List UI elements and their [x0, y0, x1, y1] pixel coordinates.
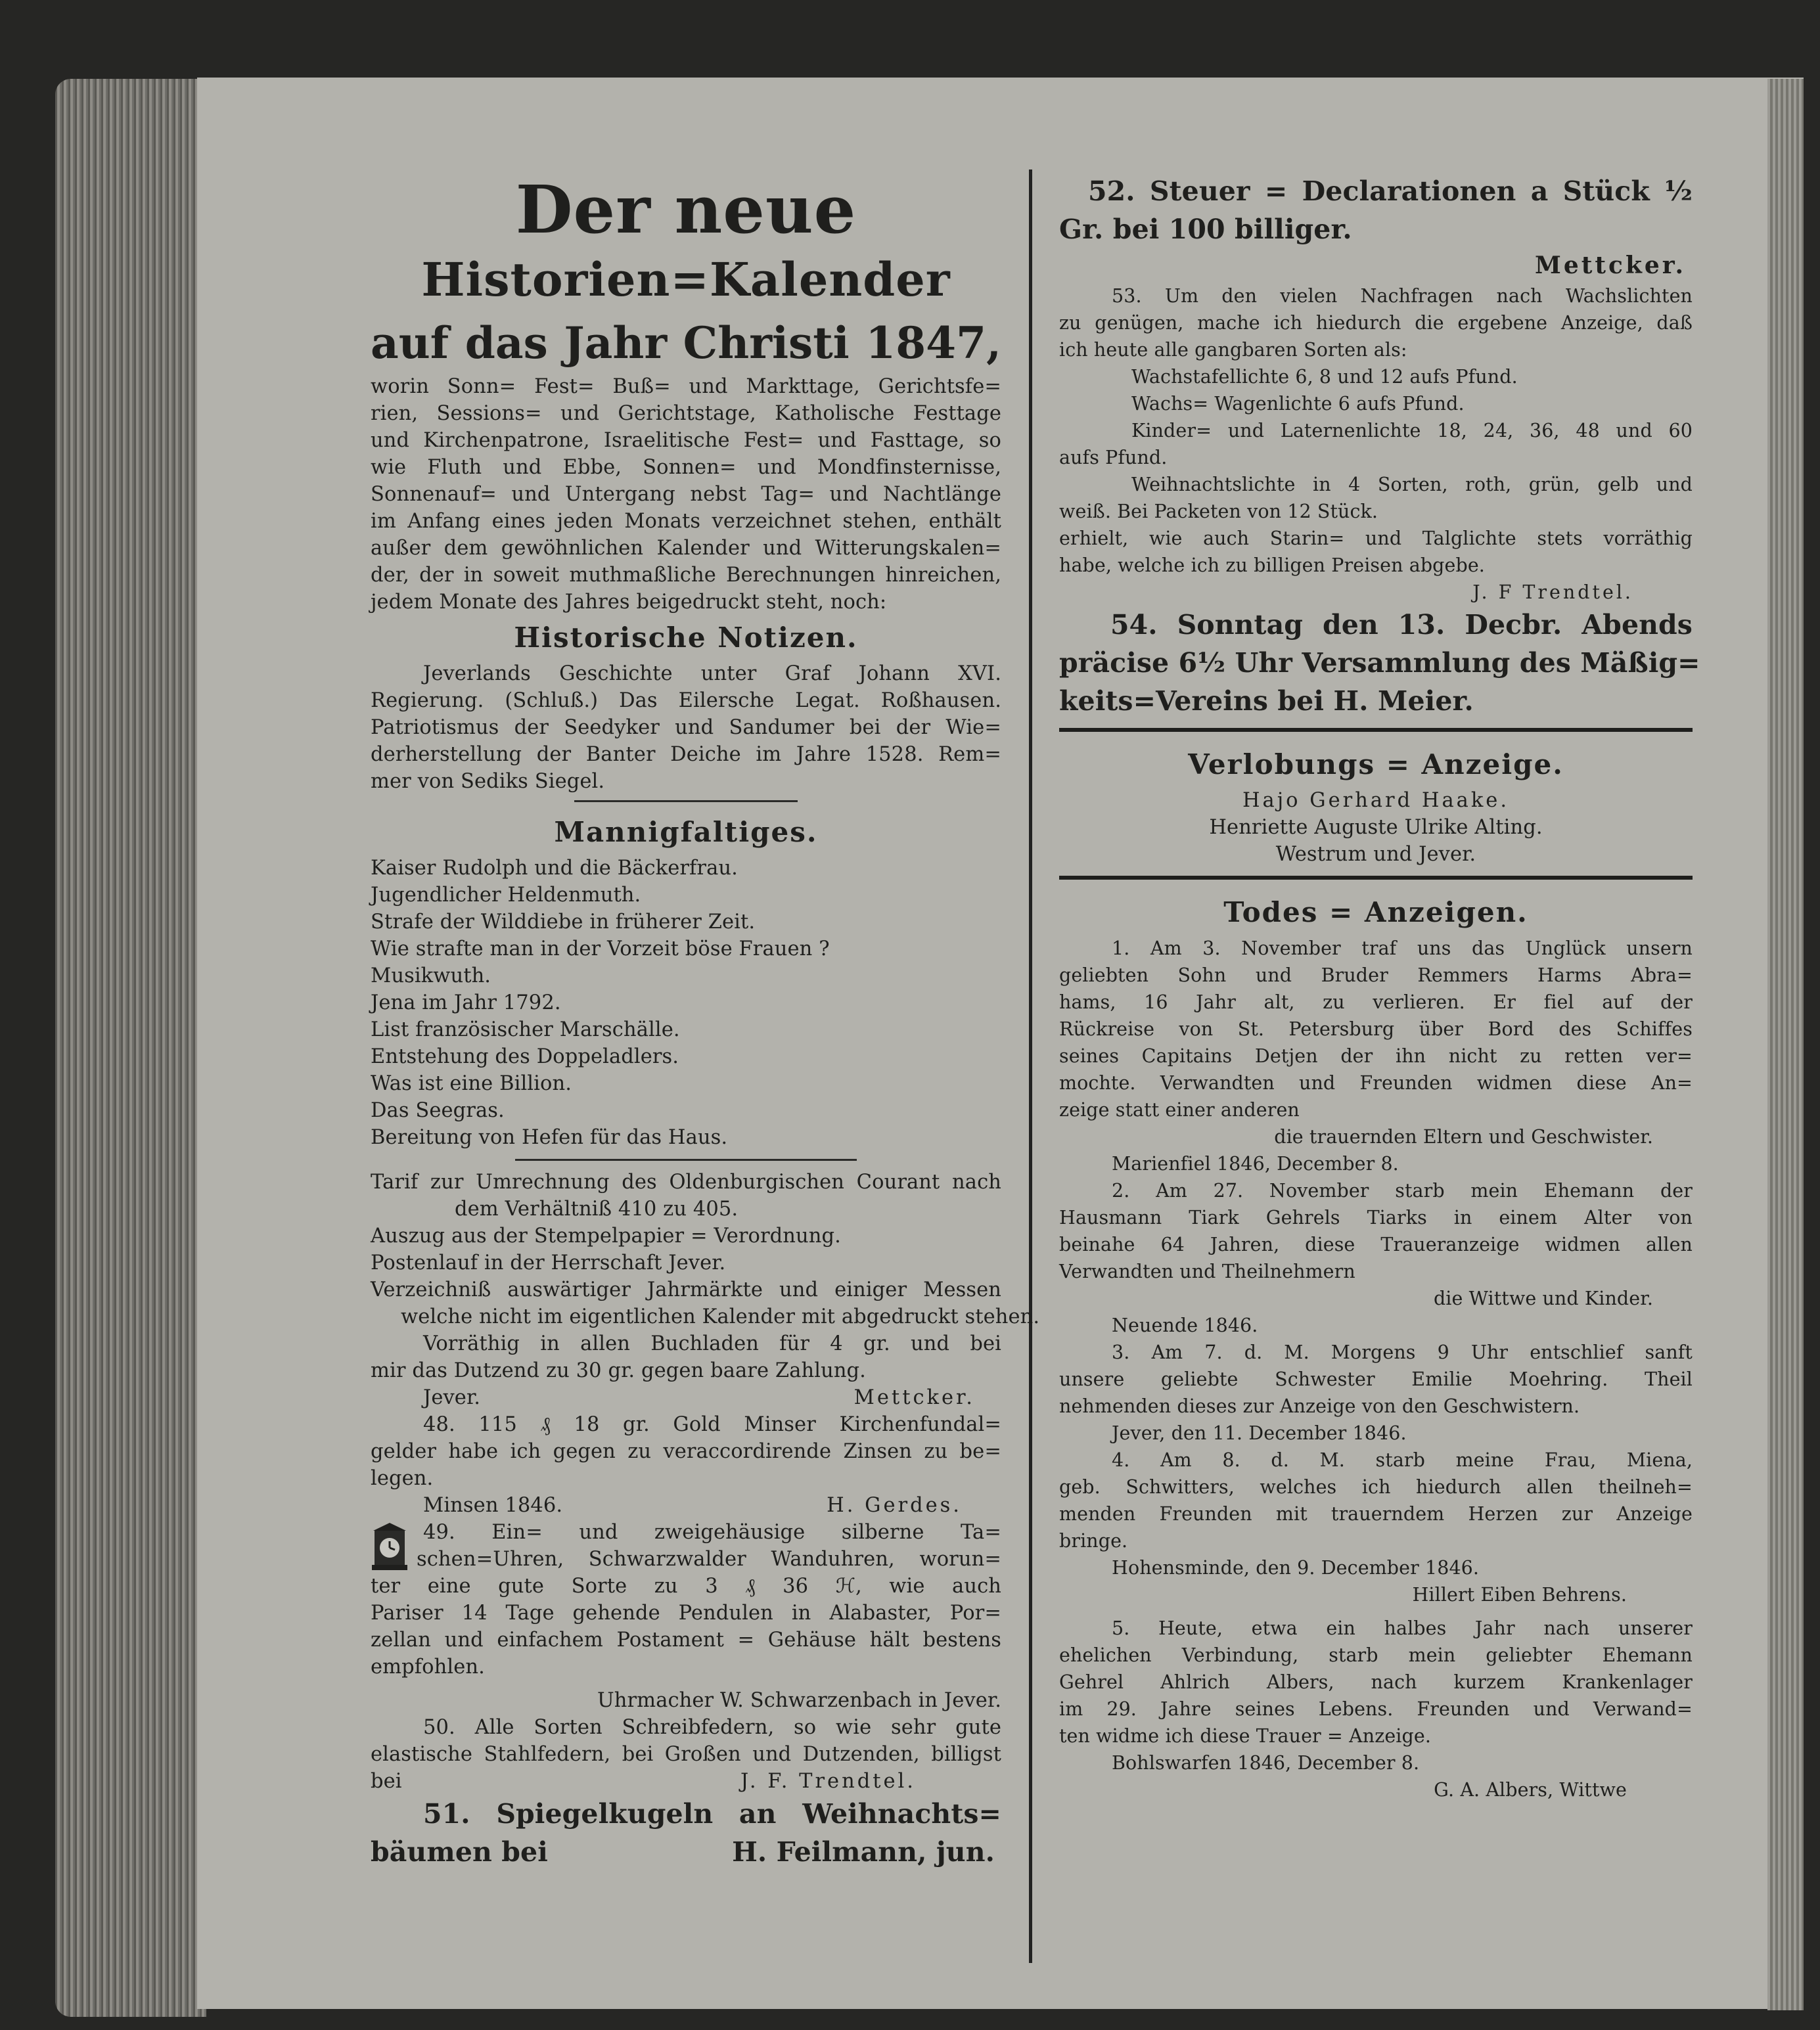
signature-name: die trauernden Eltern und Geschwister. — [1274, 1126, 1653, 1148]
left-column — [371, 171, 1040, 1871]
place-name: Jever. — [423, 1386, 481, 1409]
clock-icon — [371, 1522, 409, 1571]
place-name: Minsen 1846. — [423, 1494, 563, 1517]
notice-49-line: ter eine gute Sorte zu 3 ₰ 36 ℋ, wie auch — [371, 1575, 1001, 1598]
right-column — [1059, 172, 1700, 1803]
candle-item: Wachstafellichte 6, 8 und 12 aufs Pfund. — [1131, 366, 1518, 388]
miscellany-item: Strafe der Wilddiebe in früherer Zeit. — [371, 911, 756, 934]
place-date: Hohensminde, den 9. December 1846. — [1112, 1557, 1480, 1579]
death-notice-3-line: 3. Am 7. d. M. Morgens 9 Uhr entschlief sanft — [1112, 1342, 1693, 1363]
death-notice-4-line: bringe. — [1059, 1530, 1128, 1552]
sale-line: Vorräthig in allen Buchladen für 4 gr. und bei — [423, 1332, 1001, 1355]
signature-row — [371, 1768, 1001, 1795]
death-notice-5-line: ehelichen Verbindung, starb mein geliebter Ehemann — [1059, 1644, 1693, 1666]
notice-54-line: 54. Sonntag den 13. Decbr. Abends — [1110, 609, 1693, 641]
signature-name: Uhrmacher W. Schwarzenbach in Jever. — [597, 1689, 1001, 1712]
notice-48-line: 48. 115 ₰ 18 gr. Gold Minser Kirchenfundal= — [423, 1413, 1001, 1436]
death-notice-1-line: 1. Am 3. November traf uns das Unglück unsern — [1112, 937, 1693, 959]
notice-53-line: habe, welche ich zu billigen Preisen abgebe. — [1059, 554, 1485, 576]
column-divider — [1029, 169, 1032, 1963]
miscellany-item: Kaiser Rudolph und die Bäckerfrau. — [371, 857, 738, 880]
candle-item: aufs Pfund. — [1059, 447, 1168, 468]
candle-item: Wachs= Wagenlichte 6 aufs Pfund. — [1131, 393, 1465, 415]
contents-line: Auszug aus der Stempelpapier = Verordnung. — [371, 1225, 841, 1248]
intro-line: außer dem gewöhnlichen Kalender und Witterungskalen= — [371, 537, 1001, 560]
contents-line: dem Verhältniß 410 zu 405. — [455, 1198, 739, 1221]
calendar-title-line-3: auf das Jahr Christi 1847, — [371, 317, 1001, 369]
place-date: Marienfiel 1846, December 8. — [1112, 1153, 1399, 1175]
notice-51-text: bäumen bei — [371, 1836, 548, 1868]
signature-name: J. F. Trendtel. — [740, 1770, 916, 1793]
death-notice-1-line: Rückreise von St. Petersburg über Bord des Schiffes — [1059, 1018, 1693, 1040]
notice-49-line: zellan und einfachem Postament = Gehäuse hält bestens — [371, 1629, 1001, 1652]
death-notice-2-line: Verwandten und Theilnehmern — [1059, 1261, 1355, 1282]
intro-line: im Anfang eines jeden Monats verzeichnet stehen, enthält — [371, 510, 1001, 533]
notice-54-line: keits=Vereins bei H. Meier. — [1059, 685, 1474, 717]
intro-line: worin Sonn= Fest= Buß= und Markttage, Gerichtsfe= — [371, 375, 1001, 398]
notice-50-line: elastische Stahlfedern, bei Großen und Dutzenden, billigst — [371, 1743, 1001, 1766]
historical-note-line: Patriotismus der Seedyker und Sandumer bei der Wie= — [371, 716, 1001, 739]
notice-48-line: legen. — [371, 1467, 434, 1490]
signature-name: Mettcker. — [853, 1386, 975, 1409]
engagement-line: Henriette Auguste Ulrike Alting. — [1209, 816, 1543, 839]
section-divider — [1059, 728, 1693, 732]
intro-line: jedem Monate des Jahres beigedruckt steht, noch: — [371, 591, 887, 614]
notice-49-line: 49. Ein= und zweigehäusige silberne Ta= — [423, 1521, 1001, 1544]
miscellany-item: List französischer Marschälle. — [371, 1018, 680, 1041]
notice-50-line: 50. Alle Sorten Schreibfedern, so wie sehr gute — [423, 1716, 1001, 1739]
signature-name: H. Gerdes. — [827, 1494, 962, 1517]
notice-51-line: 51. Spiegelkugeln an Weihnachts= — [423, 1798, 1001, 1830]
notice-49-line: Pariser 14 Tage gehende Pendulen in Alabaster, Por= — [371, 1602, 1001, 1625]
intro-line: wie Fluth und Ebbe, Sonnen= und Mondfinsternisse, — [371, 456, 1001, 479]
death-notice-5-line: ten widme ich diese Trauer = Anzeige. — [1059, 1725, 1431, 1747]
calendar-title-line-2: Historien=Kalender — [421, 252, 951, 307]
death-notice-1-line: hams, 16 Jahr alt, zu verlieren. Er fiel auf der — [1059, 991, 1693, 1013]
notice-54-line: präcise 6½ Uhr Versammlung des Mäßig= — [1059, 647, 1700, 679]
notice-53-line: ich heute alle gangbaren Sorten als: — [1059, 339, 1407, 361]
calendar-title-line-1: Der neue — [515, 171, 857, 248]
miscellany-heading: Mannigfaltiges. — [554, 816, 818, 848]
death-notice-1-line: geliebten Sohn und Bruder Remmers Harms Abra= — [1059, 964, 1693, 986]
signature-name: H. Feilmann, jun. — [732, 1836, 995, 1868]
signature-name: Hillert Eiben Behrens. — [1412, 1584, 1627, 1606]
contents-line: welche nicht im eigentlichen Kalender mit abgedruckt stehen. — [401, 1305, 1040, 1328]
notice-53-line: 53. Um den vielen Nachfragen nach Wachslichten — [1112, 285, 1693, 307]
death-notice-1-line: zeige statt einer anderen — [1059, 1099, 1300, 1121]
section-divider — [574, 800, 798, 802]
intro-line: der, der in soweit muthmaßliche Berechnungen hinreichen, — [371, 564, 1001, 587]
miscellany-item: Das Seegras. — [371, 1099, 505, 1122]
place-date: Jever, den 11. December 1846. — [1112, 1422, 1407, 1444]
candle-item: weiß. Bei Packeten von 12 Stück. — [1059, 501, 1378, 522]
notice-52-line: 52. Steuer = Declarationen a Stück ½ — [1088, 175, 1693, 207]
candle-item: Kinder= und Laternenlichte 18, 24, 36, 48 und 60 — [1131, 420, 1693, 441]
death-notice-4-line: geb. Schwitters, welches ich hiedurch allen theilneh= — [1059, 1476, 1693, 1498]
historical-notes-heading: Historische Notizen. — [514, 621, 858, 654]
engagement-line: Hajo Gerhard Haake. — [1242, 789, 1510, 812]
miscellany-item: Was ist eine Billion. — [371, 1072, 572, 1095]
place-date: Neuende 1846. — [1112, 1315, 1258, 1336]
engagement-line: Westrum und Jever. — [1275, 843, 1476, 866]
death-notice-3-line: nehmenden dieses zur Anzeige von den Geschwistern. — [1059, 1395, 1580, 1417]
place-date: Bohlswarfen 1846, December 8. — [1112, 1752, 1420, 1774]
signature-row — [371, 1492, 1001, 1519]
signature-name: G. A. Albers, Wittwe — [1434, 1779, 1627, 1801]
notice-49 — [371, 1519, 1001, 1573]
candle-item: Weihnachtslichte in 4 Sorten, roth, grün, gelb und — [1131, 474, 1693, 495]
death-notice-4-line: menden Freunden mit trauerndem Herzen zur Anzeige — [1059, 1503, 1693, 1525]
notice-48-line: gelder habe ich gegen zu veraccordirende Zinsen zu be= — [371, 1440, 1001, 1463]
contents-line: Tarif zur Umrechnung des Oldenburgischen Courant nach — [371, 1171, 1001, 1194]
death-notice-2-line: beinahe 64 Jahren, diese Traueranzeige widmen allen — [1059, 1234, 1693, 1255]
sale-line: mir das Dutzend zu 30 gr. gegen baare Zahlung. — [371, 1359, 866, 1382]
intro-line: Sonnenauf= und Untergang nebst Tag= und Nachtlänge — [371, 483, 1001, 506]
notice-49-line: schen=Uhren, Schwarzwalder Wanduhren, worun= — [417, 1548, 1001, 1571]
contents-line: Postenlauf in der Herrschaft Jever. — [371, 1252, 726, 1274]
notice-51-line — [371, 1833, 1001, 1871]
historical-note-line: mer von Sediks Siegel. — [371, 770, 605, 793]
miscellany-item: Entstehung des Doppeladlers. — [371, 1045, 679, 1068]
miscellany-item: Bereitung von Hefen für das Haus. — [371, 1126, 728, 1149]
miscellany-item: Jugendlicher Heldenmuth. — [371, 884, 641, 907]
intro-line: rien, Sessions= und Gerichtstage, Katholische Festtage — [371, 402, 1001, 425]
contents-line: Verzeichniß auswärtiger Jahrmärkte und einiger Messen — [371, 1278, 1001, 1301]
death-notice-5-line: Gehrel Ahlrich Albers, nach kurzem Krankenlager — [1059, 1671, 1693, 1693]
next-page-edge — [1767, 79, 1804, 2010]
notice-52-line: Gr. bei 100 billiger. — [1059, 214, 1352, 245]
section-divider — [1059, 876, 1693, 880]
notice-53-line: zu genügen, mache ich hiedurch die ergebene Anzeige, daß — [1059, 312, 1693, 334]
death-notice-5-line: 5. Heute, etwa ein halbes Jahr nach unserer — [1112, 1617, 1693, 1639]
signature-row — [371, 1384, 1001, 1411]
engagement-heading: Verlobungs = Anzeige. — [1188, 748, 1564, 780]
historical-note-line: derherstellung der Banter Deiche im Jahre 1528. Rem= — [371, 743, 1001, 766]
death-notices-heading: Todes = Anzeigen. — [1223, 896, 1528, 928]
death-notice-1-line: seines Capitains Detjen der ihn nicht zu retten ver= — [1059, 1045, 1693, 1067]
death-notice-5-line: im 29. Jahre seines Lebens. Freunden und Verwand= — [1059, 1698, 1693, 1720]
miscellany-item: Wie strafte man in der Vorzeit böse Frauen ? — [371, 937, 830, 960]
book-page-edges — [55, 79, 206, 2017]
miscellany-item: Jena im Jahr 1792. — [371, 991, 561, 1014]
intro-line: und Kirchenpatrone, Israelitische Fest= und Fasttage, so — [371, 429, 1001, 452]
miscellany-item: Musikwuth. — [371, 964, 491, 987]
death-notice-1-line: mochte. Verwandten und Freunden widmen diese An= — [1059, 1072, 1693, 1094]
signature-name: J. F Trendtel. — [1472, 581, 1633, 603]
historical-note-line: Jeverlands Geschichte unter Graf Johann XVI. — [423, 662, 1001, 685]
notice-53-line: erhielt, wie auch Starin= und Talglichte stets vorräthig — [1059, 528, 1693, 549]
notice-49-line: empfohlen. — [371, 1656, 485, 1679]
section-divider — [515, 1159, 857, 1161]
bei-word: bei — [371, 1770, 402, 1793]
death-notice-2-line: 2. Am 27. November starb mein Ehemann der — [1112, 1180, 1693, 1202]
death-notice-3-line: unsere geliebte Schwester Emilie Moehring. Theil — [1059, 1368, 1693, 1390]
death-notice-4-line: 4. Am 8. d. M. starb meine Frau, Miena, — [1112, 1449, 1693, 1471]
signature-name: Mettcker. — [1535, 252, 1686, 279]
signature-name: die Wittwe und Kinder. — [1433, 1288, 1653, 1309]
historical-note-line: Regierung. (Schluß.) Das Eilersche Legat. Roßhausen. — [371, 689, 1001, 712]
death-notice-2-line: Hausmann Tiark Gehrels Tiarks in einem Alter von — [1059, 1207, 1693, 1229]
